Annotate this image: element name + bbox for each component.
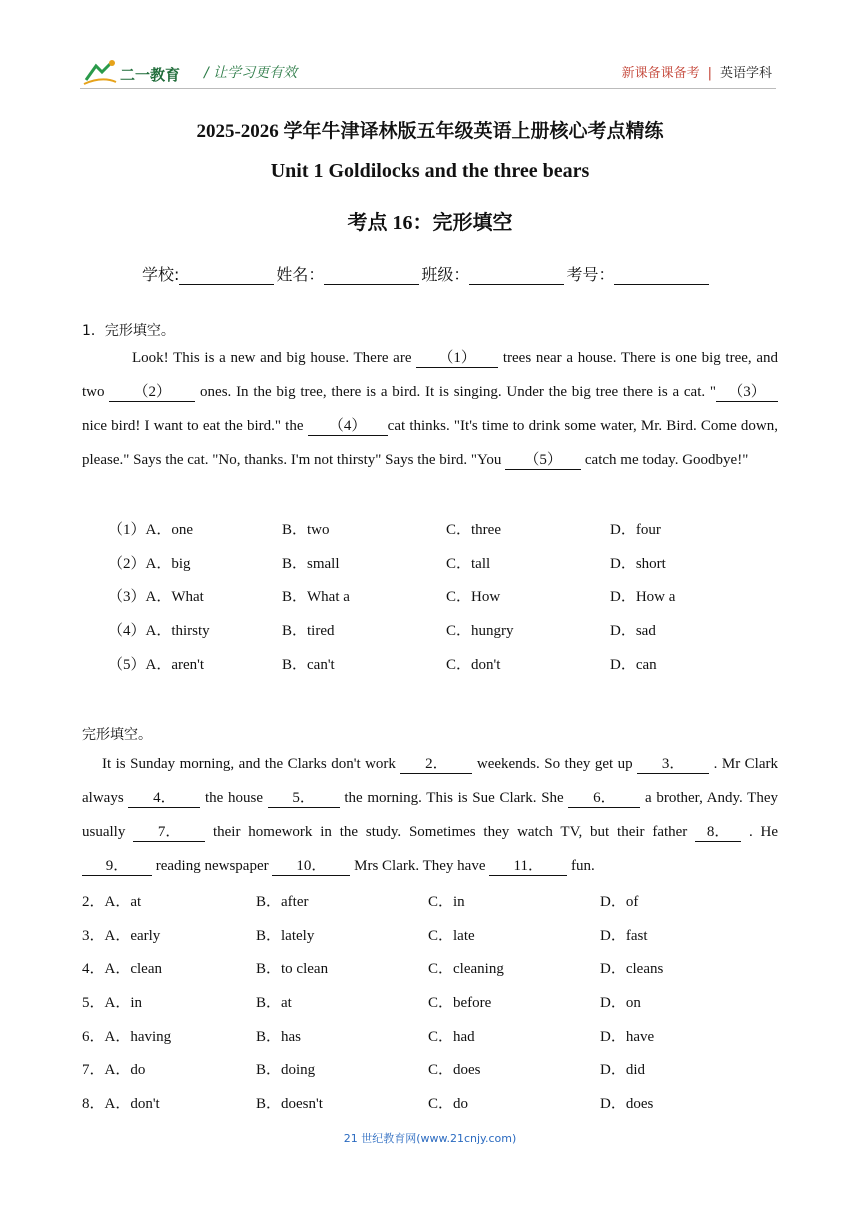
blank-4: （4） [308, 417, 388, 436]
option-row [82, 991, 782, 1025]
option-a[interactable]: （3）A．What [108, 589, 204, 606]
option-a[interactable]: 8．A．don't [82, 1096, 160, 1113]
option-d[interactable]: D．fast [600, 927, 648, 944]
question-1-passage [82, 341, 778, 477]
brand-logo [82, 58, 192, 88]
option-a[interactable]: 3．A．early [82, 927, 161, 944]
question-2-options [82, 890, 782, 1126]
option-a[interactable]: （1）A．one [108, 522, 193, 538]
header-right [622, 62, 772, 81]
option-row [82, 957, 782, 991]
blank-2: （2） [109, 383, 195, 402]
option-c[interactable]: C．late [428, 927, 475, 944]
option-row [82, 1025, 782, 1059]
topic-title: 考点 16：完形填空 [347, 212, 513, 234]
passage-text: weekends. So they get up [472, 756, 638, 772]
school-field[interactable] [179, 268, 274, 285]
page-header [0, 0, 860, 100]
blank-1: （1） [416, 349, 498, 368]
svg-text:二一教育: 二一教育 [120, 66, 181, 84]
option-c[interactable]: C．tall [446, 555, 491, 572]
question-1-heading: 1．完形填空。 [82, 323, 175, 339]
unit-title: Unit 1 Goldilocks and the three bears [270, 160, 590, 182]
option-c[interactable]: C．cleaning [428, 961, 504, 978]
option-a[interactable]: （5）A．aren't [108, 656, 205, 673]
option-row [82, 1092, 782, 1126]
option-b[interactable]: B．after [256, 894, 309, 910]
passage-text: fun. [567, 858, 595, 874]
option-row [82, 585, 782, 619]
option-c[interactable]: C．three [446, 522, 501, 538]
option-row [82, 619, 782, 653]
option-d[interactable]: D．have [600, 1028, 655, 1045]
blank-5: （5） [505, 451, 581, 470]
question-1-options [82, 518, 782, 686]
option-d[interactable]: D．cleans [600, 961, 664, 978]
option-b[interactable]: B．can't [282, 656, 335, 673]
passage-text: It is Sunday morning, and the Clarks don't work [102, 756, 401, 772]
student-info [142, 262, 711, 285]
passage-text: Look! This is a new and big house. There are [132, 350, 417, 366]
option-c[interactable]: C．hungry [446, 623, 514, 640]
option-c[interactable]: C．do [428, 1096, 469, 1113]
option-b[interactable]: B．at [256, 995, 292, 1012]
option-b[interactable]: B．doing [256, 1062, 316, 1079]
passage-text: . He [741, 824, 778, 840]
option-c[interactable]: C．before [428, 995, 492, 1012]
blank-4: 4． [128, 789, 200, 808]
header-separator: | [707, 66, 712, 81]
passage-text: reading newspaper [152, 858, 273, 874]
option-d[interactable]: D．on [600, 995, 641, 1012]
option-a[interactable]: （2）A．big [108, 555, 191, 572]
class-field[interactable] [469, 268, 564, 285]
option-d[interactable]: D．can [610, 656, 657, 673]
option-c[interactable]: C．How [446, 589, 501, 606]
blank-2: 2． [400, 755, 472, 774]
option-c[interactable]: C．does [428, 1062, 481, 1079]
option-d[interactable]: D．did [600, 1062, 646, 1079]
question-2-heading: 完形填空。 [82, 727, 152, 743]
option-b[interactable]: B．tired [282, 623, 335, 640]
doc-title: 2025-2026 学年牛津译林版五年级英语上册核心考点精练 [196, 121, 664, 142]
header-subject-tag: 英语学科 [719, 66, 772, 81]
blank-3: （3） [716, 383, 778, 402]
option-b[interactable]: B．small [282, 555, 340, 572]
option-b[interactable]: B．What a [282, 589, 350, 606]
option-a[interactable]: 7．A．do [82, 1062, 146, 1079]
option-d[interactable]: D．sad [610, 623, 656, 640]
option-row [82, 1058, 782, 1092]
option-b[interactable]: B．lately [256, 927, 315, 944]
option-d[interactable]: D．does [600, 1096, 654, 1113]
option-c[interactable]: C．in [428, 894, 465, 910]
option-d[interactable]: D．of [600, 894, 639, 910]
blank-8: 8． [695, 823, 741, 842]
option-a[interactable]: 2．A．at [82, 894, 142, 910]
blank-10: 10． [272, 857, 350, 876]
passage-text: catch me today. Goodbye!" [581, 452, 749, 468]
option-a[interactable]: 6．A．having [82, 1028, 172, 1045]
option-a[interactable]: 4．A．clean [82, 961, 162, 978]
passage-text: trees near a house. There is one big tree, and two [82, 350, 778, 400]
option-row [82, 653, 782, 687]
number-field[interactable] [614, 268, 709, 285]
blank-9: 9． [82, 857, 152, 876]
header-divider [80, 88, 776, 89]
option-d[interactable]: D．four [610, 522, 661, 538]
passage-text: Mrs Clark. They have [350, 858, 490, 874]
number-label: 考号： [566, 265, 615, 284]
option-row [82, 890, 782, 924]
passage-text: their homework in the study. Sometimes they watch TV, but their father [205, 824, 696, 840]
header-slogan: / 让学习更有效 [204, 65, 298, 81]
passage-text: a brother, Andy. They usually [82, 790, 778, 840]
passage-text: ones. In the big tree, there is a bird. It is singing. Under the big tree there is a cat. " [195, 384, 717, 400]
option-row [82, 552, 782, 586]
option-row [82, 518, 782, 552]
blank-6: 6． [568, 789, 640, 808]
option-d[interactable]: D．How a [610, 589, 676, 606]
name-label: 姓名： [276, 265, 325, 284]
option-b[interactable]: B．to clean [256, 961, 329, 978]
blank-5: 5． [268, 789, 340, 808]
school-label: 学校: [142, 265, 180, 284]
option-c[interactable]: C．had [428, 1028, 475, 1045]
blank-7: 7． [133, 823, 205, 842]
option-d[interactable]: D．short [610, 555, 666, 572]
option-c[interactable]: C．don't [446, 656, 501, 673]
passage-text: cat thinks. "It's time to drink some water, Mr. Bird. Come down, please." Says the cat. "No, thanks. I'm not thirsty" Says the bird. "You [82, 418, 778, 468]
passage-text: nice bird! I want to eat the bird." the [82, 418, 308, 434]
header-course-tag: 新课备课备考 [621, 66, 700, 81]
passage-text: . Mr Clark always [82, 756, 778, 806]
option-b[interactable]: B．doesn't [256, 1096, 323, 1113]
option-row [82, 924, 782, 958]
option-b[interactable]: B．two [282, 522, 330, 538]
class-label: 班级： [421, 265, 470, 284]
option-a[interactable]: （4）A．thirsty [108, 623, 210, 640]
page-footer[interactable]: 21 世纪教育网(www.21cnjy.com) [343, 1132, 517, 1145]
option-b[interactable]: B．has [256, 1028, 302, 1045]
blank-3: 3． [637, 755, 709, 774]
passage-text: the house [200, 790, 268, 806]
blank-11: 11． [489, 857, 567, 876]
question-2-passage [82, 747, 778, 883]
option-a[interactable]: 5．A．in [82, 995, 143, 1012]
passage-text: the morning. This is Sue Clark. She [339, 790, 569, 806]
name-field[interactable] [324, 268, 419, 285]
